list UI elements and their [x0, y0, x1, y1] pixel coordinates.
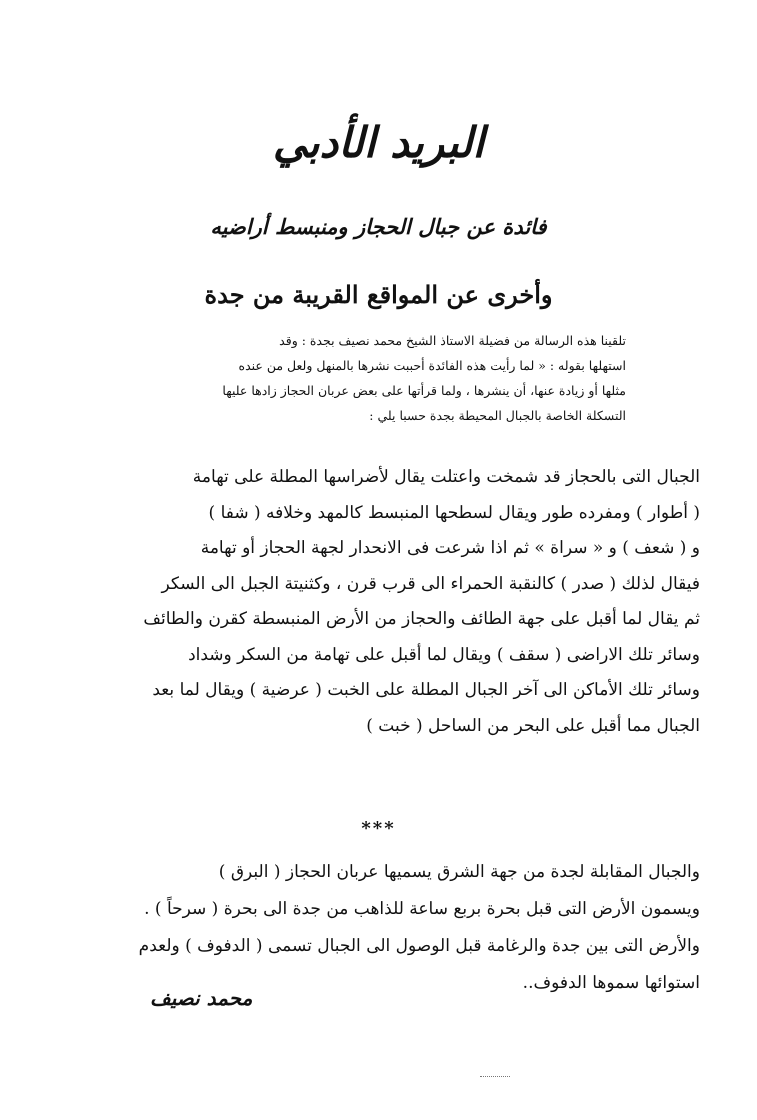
body-line: و ( شعف ) و « سراة » ثم اذا شرعت فى الانحدار لجهة الحجاز أو تهامة [200, 538, 700, 558]
section-separator: *** [361, 818, 396, 839]
editorial-intro [118, 328, 626, 428]
body-line: والأرض التى بين جدة والرغامة قبل الوصول الى الجبال تسمى ( الدفوف ) ولعدم [138, 936, 700, 956]
body-paragraph-jeddah [68, 854, 700, 1002]
body-paragraph-mountains [68, 460, 700, 744]
body-line: ( أطوار ) ومفرده طور ويقال لسطحها المنبسط كالمهد وخلافه ( شفا ) [208, 502, 700, 523]
intro-line: تلقينا هذه الرسالة من فضيلة الاستاذ الشيخ محمد نصيف بجدة : وقد [279, 333, 626, 348]
body-line: استوائها سموها الدفوف.. [522, 973, 700, 993]
body-line: ويسمون الأرض التى قبل بحرة بربع ساعة للذاهب من جدة الى بحرة ( سرحاً ) . [144, 899, 700, 919]
intro-line: استهلها بقوله : « لما رأيت هذه الفائدة أحببت نشرها بالمنهل ولعل من عنده [238, 358, 626, 373]
intro-line: مثلها أو زيادة عنها، أن ينشرها ، ولما قرأتها على بعض عربان الحجاز زادها عليها [222, 383, 626, 398]
page-footer-mark [480, 1076, 510, 1079]
body-line: والجبال المقابلة لجدة من جهة الشرق يسميها عربان الحجاز ( البرق ) [218, 862, 700, 882]
body-line: فيقال لذلك ( صدر ) كالنقبة الحمراء الى قرب قرن ، وكثنيتة الجبل الى السكر [161, 573, 700, 594]
body-line: ثم يقال لما أقبل على جهة الطائف والحجاز من الأرض المنبسطة كقرن والطائف [143, 609, 700, 629]
intro-line: التسكلة الخاصة بالجبال المحيطة بجدة حسبا يلي : [369, 408, 626, 423]
masthead-title: البريد الأدبي [272, 118, 485, 167]
author-signature: محمد نصيف [150, 986, 253, 1010]
article-headline: فائدة عن جبال الحجاز ومنبسط أراضيه [210, 214, 547, 239]
body-line: الجبال التى بالحجاز قد شمخت واعتلت يقال لأضراسها المطلة على تهامة [192, 467, 700, 487]
article-subheadline: وأخرى عن المواقع القريبة من جدة [204, 280, 553, 309]
body-line: الجبال مما أقبل على البحر من الساحل ( خبت ) [366, 715, 700, 736]
body-line: وسائر تلك الاراضى ( سقف ) ويقال لما أقبل على تهامة من السكر وشداد [188, 644, 700, 665]
body-line: وسائر تلك الأماكن الى آخر الجبال المطلة على الخبت ( عرضية ) ويقال لما بعد [152, 680, 700, 700]
